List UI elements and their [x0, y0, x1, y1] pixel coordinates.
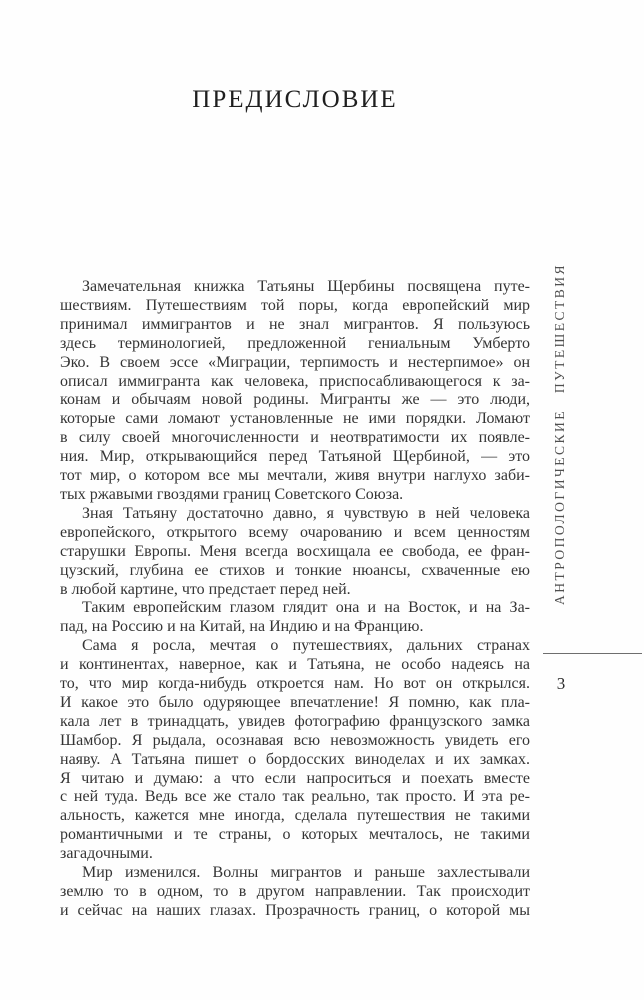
- text-line: Эко. В своем эссе «Миграции, терпимость и нестерпимое» он: [60, 353, 530, 371]
- text-line: принимал иммигрантов и не знал мигрантов. Я пользуюсь: [60, 315, 530, 333]
- text-line: землю то в одном, то в другом направлении. Так происходит: [60, 883, 530, 900]
- text-line: европейского, открытого всему очарованию и всем ценностям: [60, 523, 530, 541]
- text-line: И какое это было одуряющее впечатление! Я помню, как пла-: [60, 693, 530, 711]
- body-text: [60, 278, 530, 921]
- text-line: Мир изменился. Волны мигрантов и раньше захлестывали: [82, 864, 530, 882]
- text-line: которые сами ломают установленные не ими порядки. Ломают: [60, 410, 530, 428]
- text-line: то, что мир когда-нибудь откроется нам. Но вот он открылся.: [60, 675, 530, 693]
- text-line: в любой картине, что предстает перед ней.: [60, 580, 351, 598]
- text-line: Я читаю и думаю: а что если напроситься и поехать вместе: [60, 769, 530, 787]
- text-line: описал иммигранта как человека, приспосабливающегося к за-: [60, 372, 530, 390]
- sidebar-running-title: АНТРОПОЛОГИЧЕСКИЕ ПУТЕШЕСТВИЯ: [552, 262, 567, 606]
- text-line: Шамбор. Я рыдала, осознавая всю невозможность увидеть его: [60, 731, 530, 749]
- text-line: наяву. А Татьяна пишет о бордосских виноделах и их замках.: [60, 750, 530, 768]
- text-line: Зная Татьяну достаточно давно, я чувствую в ней человека: [82, 504, 530, 522]
- divider-line: [543, 653, 642, 654]
- text-line: в силу своей многочисленности и неотвратимости их появле-: [60, 429, 530, 447]
- text-line: с ней туда. Ведь все же стало так реально, так просто. И эта ре-: [60, 788, 530, 806]
- text-line: конам и обычаям новой родины. Мигранты же — это люди,: [60, 391, 530, 409]
- text-line: Таким европейским глазом глядит она и на Восток, и на За-: [82, 599, 530, 617]
- page-title: ПРЕДИСЛОВИЕ: [192, 86, 398, 113]
- text-line: и сейчас на наших глазах. Прозрачность границ, о которой мы: [60, 901, 530, 919]
- page-number: 3: [556, 674, 566, 693]
- text-line: и континентах, наверное, как и Татьяна, не особо надеясь на: [60, 656, 530, 674]
- text-line: цузский, глубина ее стихов и тонкие нюансы, схваченные ею: [60, 561, 530, 579]
- text-line: здесь терминологией, предложенной гениальным Умберто: [60, 334, 530, 352]
- text-line: ния. Мир, открывающийся перед Татьяной Щербиной, — это: [60, 448, 530, 466]
- text-line: тых ржавыми гвоздями границ Советского Союза.: [60, 485, 404, 503]
- text-line: кала лет в тринадцать, увидев фотографию французского замка: [60, 712, 530, 730]
- text-line: загадочными.: [60, 845, 153, 863]
- text-line: шествиям. Путешествиям той поры, когда европейский мир: [60, 296, 530, 314]
- text-line: романтичными и те страны, о которых мечталось, не такими: [60, 826, 530, 844]
- text-line: пад, на Россию и на Китай, на Индию и на Францию.: [60, 618, 424, 636]
- text-line: старушки Европы. Меня всегда восхищала ее свобода, ее фран-: [60, 542, 530, 560]
- text-line: Сама я росла, мечтая о путешествиях, дальних странах: [82, 637, 530, 655]
- text-line: Замечательная книжка Татьяны Щербины посвящена путе-: [82, 278, 530, 295]
- text-line: тот мир, о котором все мы мечтали, живя внутри наглухо заби-: [60, 467, 530, 485]
- text-line: альность, кажется мне иногда, сделала путешествия не такими: [60, 807, 530, 825]
